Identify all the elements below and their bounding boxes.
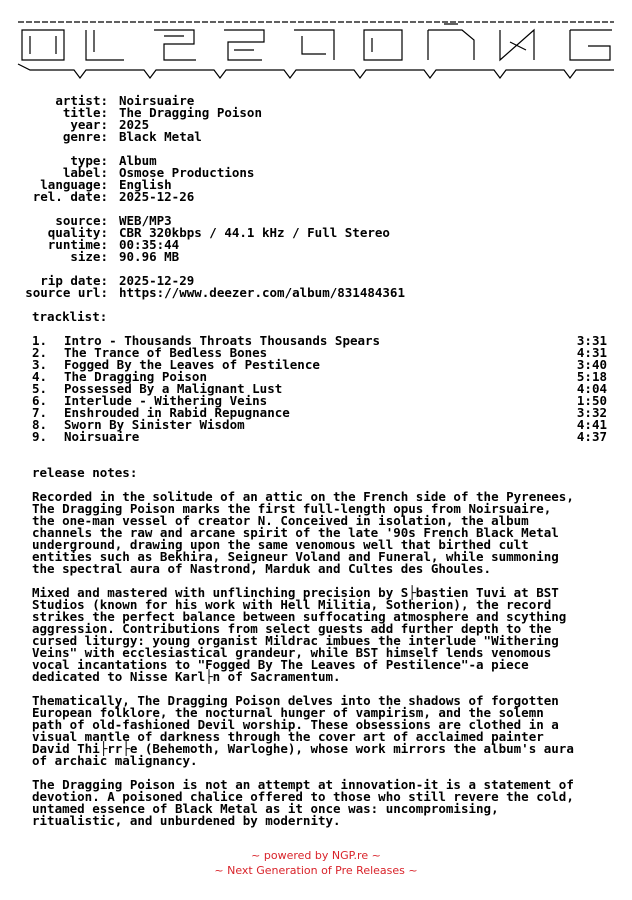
source-url-link[interactable]: https://www.deezer.com/album/831484361: [119, 285, 405, 300]
meta-value: 2025-12-29: [119, 273, 195, 288]
notes-line: channels the raw and arcane spirit of the late '90s French Black Metal: [32, 525, 559, 540]
meta-value: Noirsuaire: [119, 93, 195, 108]
notes-line: underground, drawing upon the same venomous well that birthed cult: [32, 537, 529, 552]
release-notes-heading: release notes:: [32, 465, 138, 480]
meta-label: rip date:: [40, 273, 108, 288]
track-duration: 5:18: [576, 369, 607, 384]
track-title: Enshrouded in Rabid Repugnance: [64, 405, 290, 420]
notes-line: visual mantle of darkness through the cover art of acclaimed painter: [32, 729, 544, 744]
notes-line: David Thi├rr├e (Behemoth, Warloghe), whose work mirrors the album's aura: [32, 741, 574, 756]
notes-line: Thematically, The Dragging Poison delves into the shadows of forgotten: [32, 693, 559, 708]
meta-label: artist:: [55, 93, 108, 108]
notes-line: Recorded in the solitude of an attic on the French side of the Pyrenees,: [32, 489, 574, 504]
notes-line: untamed essence of Black Metal as it once was: uncompromising,: [32, 801, 499, 816]
meta-value: The Dragging Poison: [119, 105, 262, 120]
meta-label: rel. date:: [32, 189, 108, 204]
meta-label: source url:: [25, 285, 108, 300]
track-duration: 1:50: [576, 393, 607, 408]
notes-line: path of old-fashioned Devil worship. These obsessions are clothed in a: [32, 717, 559, 732]
track-duration: 3:31: [576, 333, 607, 348]
meta-label: quality:: [47, 225, 108, 240]
track-title: Intro - Thousands Throats Thousands Spears: [64, 333, 381, 348]
meta-label: source:: [55, 213, 108, 228]
meta-value: 2025-12-26: [119, 189, 195, 204]
notes-line: of archaic malignancy.: [32, 753, 198, 768]
meta-label: runtime:: [47, 237, 108, 252]
notes-line: aggression. Contributions from select guests add further depth to the: [32, 621, 552, 636]
footer-tagline: ~ Next Generation of Pre Releases ~: [214, 864, 418, 877]
track-title: Interlude - Withering Veins: [64, 393, 268, 408]
track-number: 1.: [32, 333, 48, 348]
meta-value: Album: [119, 153, 157, 168]
track-duration: 3:32: [576, 405, 607, 420]
meta-value: 90.96 MB: [119, 249, 180, 264]
meta-label: size:: [70, 249, 108, 264]
notes-line: Studios (known for his work with Hell Militia, Sotherion), the record: [32, 597, 552, 612]
track-duration: 4:04: [576, 381, 607, 396]
track-number: 7.: [32, 405, 48, 420]
meta-value: English: [119, 177, 172, 192]
notes-line: Mixed and mastered with unflinching precision by S├bastien Tuvi at BST: [32, 585, 559, 600]
meta-value: 00:35:44: [119, 237, 180, 252]
notes-line: entities such as Bekhira, Seigneur Voland and Funeral, while summoning: [32, 549, 559, 564]
notes-line: vocal incantations to "Fogged By The Leaves of Pestilence"-a piece: [32, 657, 529, 672]
meta-label: type:: [70, 153, 108, 168]
notes-line: The Dragging Poison is not an attempt at innovation-it is a statement of: [32, 777, 574, 792]
notes-line: ritualistic, and unburdened by modernity.: [32, 813, 341, 828]
meta-value: 2025: [119, 117, 150, 132]
meta-label: year:: [70, 117, 108, 132]
meta-value: Osmose Productions: [119, 165, 255, 180]
track-title: Noirsuaire: [64, 429, 140, 444]
track-duration: 4:37: [576, 429, 607, 444]
track-title: The Dragging Poison: [64, 369, 207, 384]
meta-value: CBR 320kbps / 44.1 kHz / Full Stereo: [119, 225, 390, 240]
track-duration: 3:40: [576, 357, 607, 372]
track-number: 5.: [32, 381, 48, 396]
notes-line: The Dragging Poison marks the first full-length opus from Noirsuaire,: [32, 501, 552, 516]
meta-value: WEB/MP3: [119, 213, 172, 228]
track-number: 3.: [32, 357, 48, 372]
ascii-logo: [14, 20, 618, 86]
notes-line: the spectral aura of Nastrond, Marduk and Cultes des Ghoules.: [32, 561, 492, 576]
notes-line: the one-man vessel of creator N. Conceived in isolation, the album: [32, 513, 529, 528]
meta-value: Black Metal: [119, 129, 202, 144]
meta-label: language:: [40, 177, 108, 192]
footer-powered-by: ~ powered by NGP.re ~: [251, 849, 381, 862]
meta-label: title:: [62, 105, 108, 120]
track-number: 8.: [32, 417, 48, 432]
track-title: Sworn By Sinister Wisdom: [64, 417, 245, 432]
track-title: The Trance of Bedless Bones: [64, 345, 268, 360]
track-duration: 4:41: [576, 417, 607, 432]
notes-line: dedicated to Nisse Karl├n of Sacramentum.: [32, 669, 341, 684]
notes-line: European folklore, the nocturnal hunger of vampirism, and the solemn: [32, 705, 544, 720]
meta-label: label:: [62, 165, 108, 180]
track-number: 9.: [32, 429, 48, 444]
tracklist-heading: tracklist:: [32, 309, 108, 324]
meta-label: genre:: [62, 129, 108, 144]
track-title: Fogged By the Leaves of Pestilence: [64, 357, 320, 372]
track-number: 4.: [32, 369, 48, 384]
track-title: Possessed By a Malignant Lust: [64, 381, 283, 396]
track-number: 6.: [32, 393, 48, 408]
track-number: 2.: [32, 345, 48, 360]
track-duration: 4:31: [576, 345, 607, 360]
notes-line: devotion. A poisoned chalice offered to those who still revere the cold,: [32, 789, 574, 804]
notes-line: Veins" with ecclesiastical grandeur, while BST himself lends venomous: [32, 645, 552, 660]
notes-line: cursed liturgy: young organist Mildrac imbues the interlude "Withering: [32, 633, 559, 648]
notes-line: strikes the perfect balance between suffocating atmosphere and scything: [32, 609, 567, 624]
